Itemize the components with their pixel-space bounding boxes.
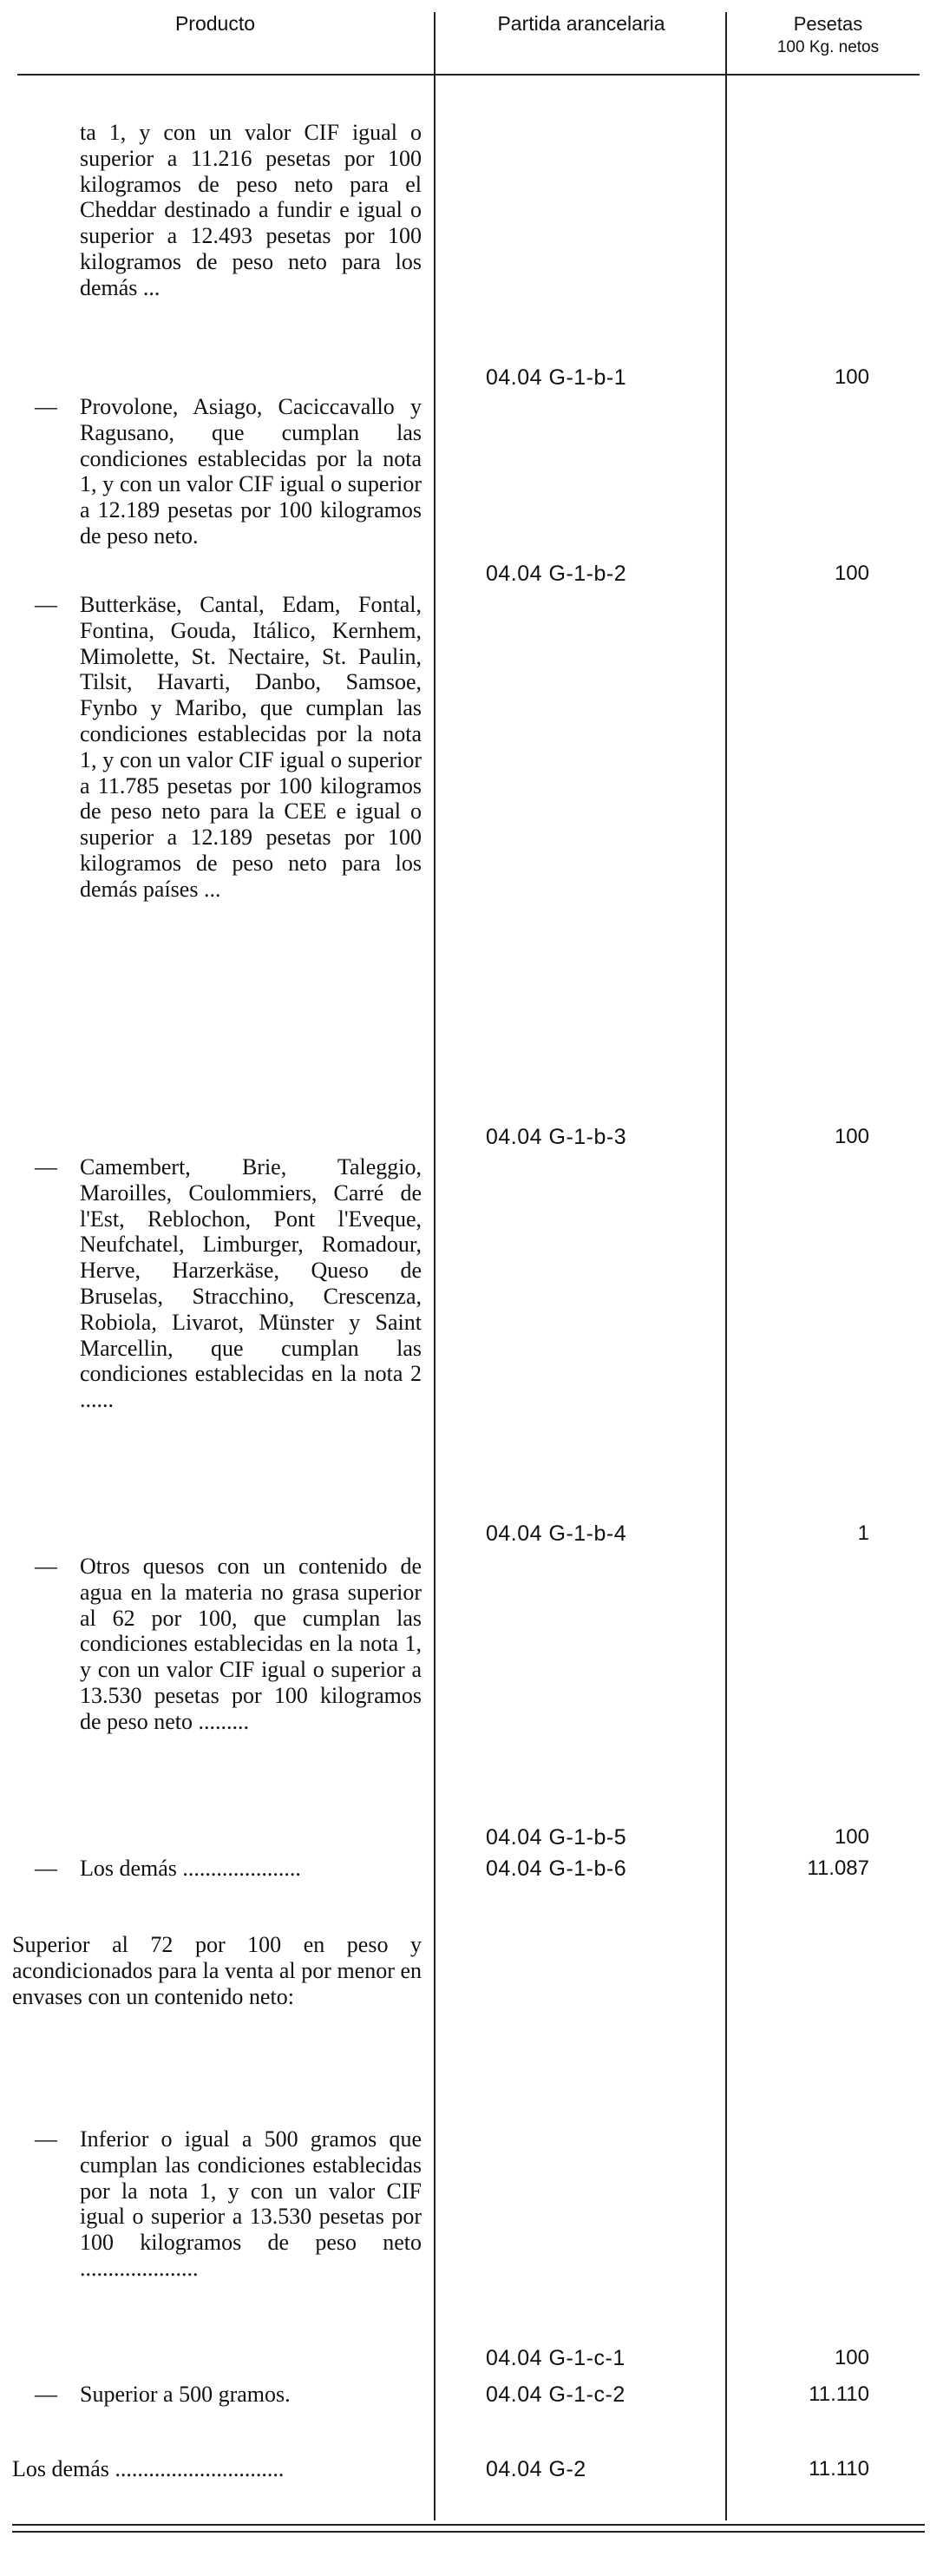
column-header-pesetas-sub: 100 Kg. netos	[776, 38, 880, 56]
pesetas-value: 100	[834, 2346, 869, 2369]
row-dash: —	[35, 394, 57, 419]
partida-code: 04.04 G-1-c-2	[486, 2382, 625, 2407]
row-description: ta 1, y con un valor CIF igual o superior a 11.216 pesetas por 100 kilogramos de peso neto para el Cheddar destinado a fundir e igual o superior a 12.493 pesetas por 100 kilogramos de peso neto para los demás ...	[80, 120, 422, 300]
row-dash: —	[35, 592, 57, 617]
pesetas-value: 11.110	[809, 2457, 869, 2481]
column-header-producto: Producto	[174, 12, 256, 35]
column-divider-1	[434, 12, 436, 2520]
row-description: Inferior o igual a 500 gramos que cumplan las condiciones establecidas por la nota 1, y con un valor CIF igual o superior a 13.530 pesetas por 100 kilogramos de peso neto .....................	[80, 2126, 422, 2281]
partida-code: 04.04 G-1-b-3	[486, 1125, 627, 1149]
pesetas-value: 100	[834, 1125, 869, 1148]
row-description: Los demás ..............................	[12, 2456, 285, 2481]
row-description: Camembert, Brie, Taleggio, Maroilles, Coulommiers, Carré de l'Est, Reblochon, Pont l'Eveque, Neufchatel, Limburger, Romadour, Herve, Harzerkäse, Queso de Bruselas, Stracchino, Crescenza, Robiola, Livarot, Münster y Saint Marcellin, que cumplan las condiciones establecidas en la nota 2 ......	[80, 1154, 422, 1413]
partida-code: 04.04 G-2	[486, 2457, 586, 2481]
row-description: Los demás .....................	[80, 1856, 301, 1881]
pesetas-value: 100	[834, 1825, 869, 1849]
column-header-pesetas-title: Pesetas	[793, 13, 863, 35]
pesetas-value: 11.110	[809, 2382, 869, 2406]
footer-rule-bottom	[12, 2531, 925, 2533]
partida-code: 04.04 G-1-c-1	[486, 2346, 625, 2370]
row-description: Superior a 500 gramos.	[80, 2382, 291, 2407]
partida-code: 04.04 G-1-b-1	[486, 365, 627, 390]
partida-code: 04.04 G-1-b-4	[486, 1521, 627, 1546]
partida-code: 04.04 G-1-b-6	[486, 1856, 627, 1881]
pesetas-value: 100	[834, 365, 869, 389]
header-rule	[17, 74, 920, 76]
row-description: Otros quesos con un contenido de agua en la materia no grasa superior al 62 por 100, que cumplan las condiciones establecidas en la nota 1, y con un valor CIF igual o superior a 13.530 pesetas por 100 kilogramos de peso neto .........	[80, 1554, 422, 1734]
row-description: Butterkäse, Cantal, Edam, Fontal, Fontina, Gouda, Itálico, Kernhem, Mimolette, St. Nectaire, St. Paulin, Tilsit, Havarti, Danbo, Samsoe, Fynbo y Maribo, que cumplan las condiciones establecidas por la nota 1, y con un valor CIF igual o superior a 11.785 pesetas por 100 kilogramos de peso neto para la CEE e igual o superior a 12.189 pesetas por 100 kilogramos de peso neto para los demás países ...	[80, 592, 422, 902]
section-description: Superior al 72 por 100 en peso y acondicionados para la venta al por menor en envases con un contenido neto:	[12, 1932, 422, 2009]
pesetas-value: 1	[857, 1521, 869, 1545]
row-dash: —	[35, 1856, 57, 1881]
row-dash: —	[35, 1554, 57, 1579]
row-dash: —	[35, 2126, 57, 2152]
pesetas-value: 11.087	[807, 1856, 869, 1880]
row-description: Provolone, Asiago, Caciccavallo y Ragusano, que cumplan las condiciones establecidas por la nota 1, y con un valor CIF igual o superior a 12.189 pesetas por 100 kilogramos de peso neto.	[80, 394, 422, 549]
footer-rule-top	[12, 2524, 925, 2526]
row-dash: —	[35, 1154, 57, 1180]
column-header-partida: Partida arancelaria	[497, 12, 665, 35]
column-header-pesetas	[730, 12, 926, 59]
partida-code: 04.04 G-1-b-5	[486, 1825, 627, 1850]
row-dash: —	[35, 2382, 57, 2407]
pesetas-value: 100	[834, 562, 869, 585]
partida-code: 04.04 G-1-b-2	[486, 562, 627, 586]
